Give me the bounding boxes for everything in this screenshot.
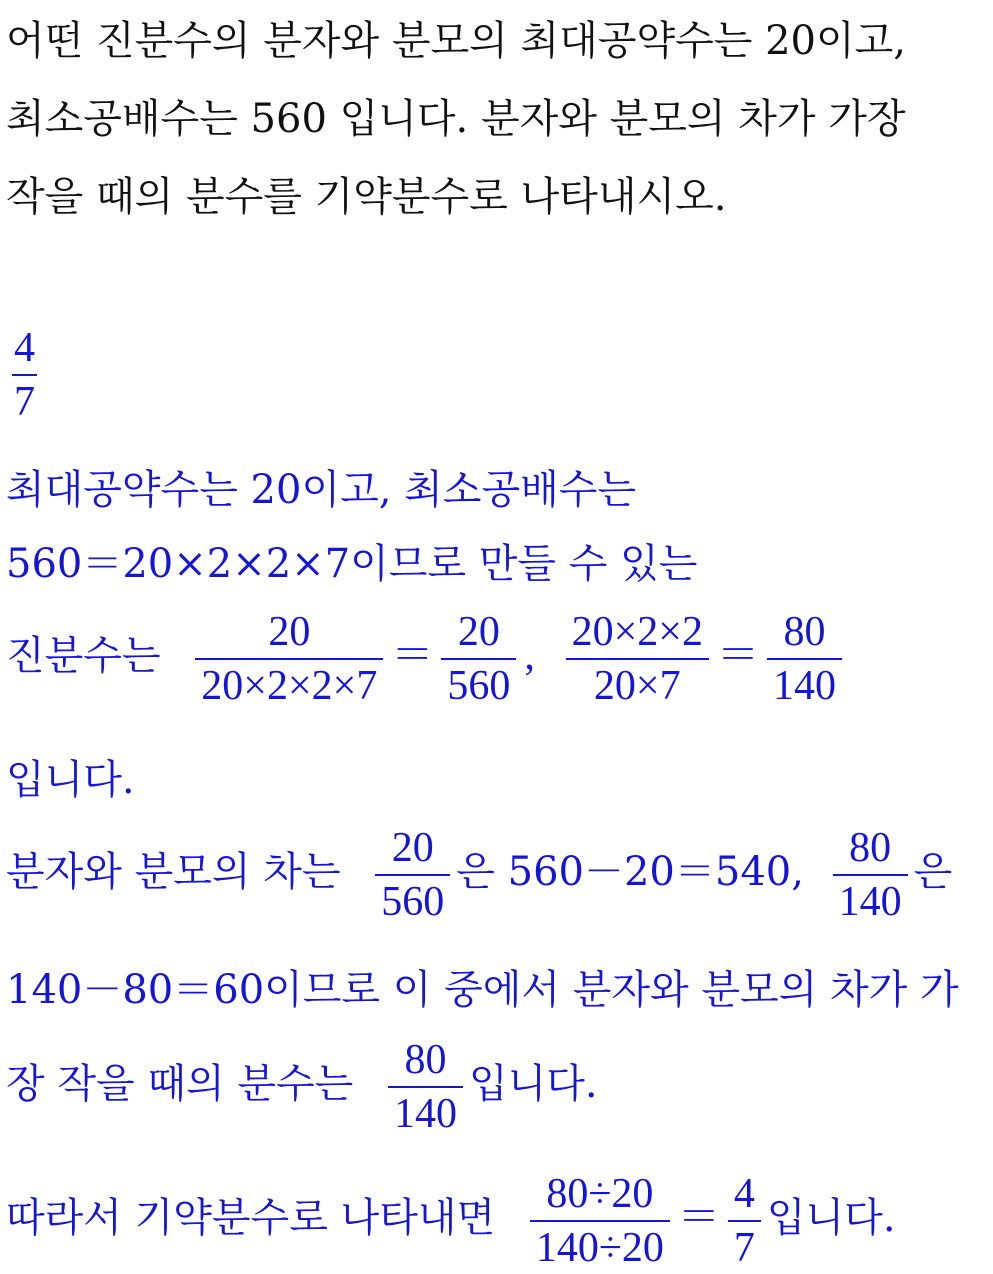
solution-line-3 [6,606,848,712]
fraction-denominator: 140÷20 [535,1225,664,1271]
solution-text: 최대공약수는 20이고, 최소공배수는 [6,467,637,513]
solution-text: 따라서 기약분수로 나타내면 [6,1195,496,1241]
solution-line-1 [6,458,636,515]
fraction-numerator: 4 [733,1171,755,1217]
equals-sign: ＝ [716,633,759,679]
answer [6,322,43,428]
fraction-numerator: 80 [783,609,826,655]
fraction [375,822,450,928]
fraction-numerator: 80÷20 [546,1171,654,1217]
fraction-numerator: 20 [268,609,311,655]
comma: , [524,633,535,679]
fraction [767,606,842,712]
solution-text: 입니다. [468,1061,598,1107]
fraction-denominator: 20×2×2×7 [201,663,378,709]
problem-text [6,2,991,236]
equals-sign: ＝ [677,1195,720,1241]
fraction-numerator: 20 [457,609,500,655]
solution-line-2 [6,532,697,589]
fraction-numerator: 80 [849,825,892,871]
fraction-numerator: 80 [404,1037,447,1083]
fraction-denominator: 20×7 [593,663,681,709]
fraction-numerator: 20 [391,825,434,871]
solution-line-4 [6,748,135,805]
fraction-numerator: 20×2×2 [571,609,703,655]
fraction [388,1034,463,1140]
fraction [195,606,383,712]
fraction [441,606,516,712]
fraction [530,1168,670,1274]
fraction [728,1168,761,1274]
solution-text: 입니다. [766,1195,896,1241]
problem-line-1: 어떤 진분수의 분자와 분모의 최대공약수는 20이고, [6,18,906,64]
answer-fraction [12,322,37,428]
solution-line-8 [6,1168,896,1274]
problem-line-3: 작을 때의 분수를 기약분수로 나타내시오. [6,174,727,220]
fraction-denominator: 560 [447,663,511,709]
solution-line-6 [6,958,959,1015]
solution-text: 입니다. [6,757,135,803]
solution-text: 560＝20×2×2×7이므로 만들 수 있는 [6,541,698,587]
answer-denominator: 7 [14,379,35,425]
solution-text: 은 [913,849,953,895]
solution-text: 은 560－20＝540, [456,849,804,895]
solution-line-5 [6,822,952,928]
fraction [566,606,709,712]
problem-line-2: 최소공배수는 560 입니다. 분자와 분모의 차가 가장 [6,96,906,142]
fraction-denominator: 7 [733,1225,755,1271]
fraction-denominator: 140 [393,1091,457,1137]
fraction-denominator: 560 [381,879,445,925]
solution-text: 140－80＝60이므로 이 중에서 분자와 분모의 차가 가 [6,967,959,1013]
solution-text: 장 작을 때의 분수는 [6,1061,354,1107]
fraction-denominator: 140 [838,879,902,925]
solution-text: 분자와 분모의 차는 [6,849,341,895]
fraction [833,822,908,928]
equals-sign: ＝ [391,633,434,679]
solution-line-7 [6,1034,598,1140]
solution-text: 진분수는 [6,633,161,679]
answer-numerator: 4 [14,325,35,371]
fraction-denominator: 140 [772,663,836,709]
